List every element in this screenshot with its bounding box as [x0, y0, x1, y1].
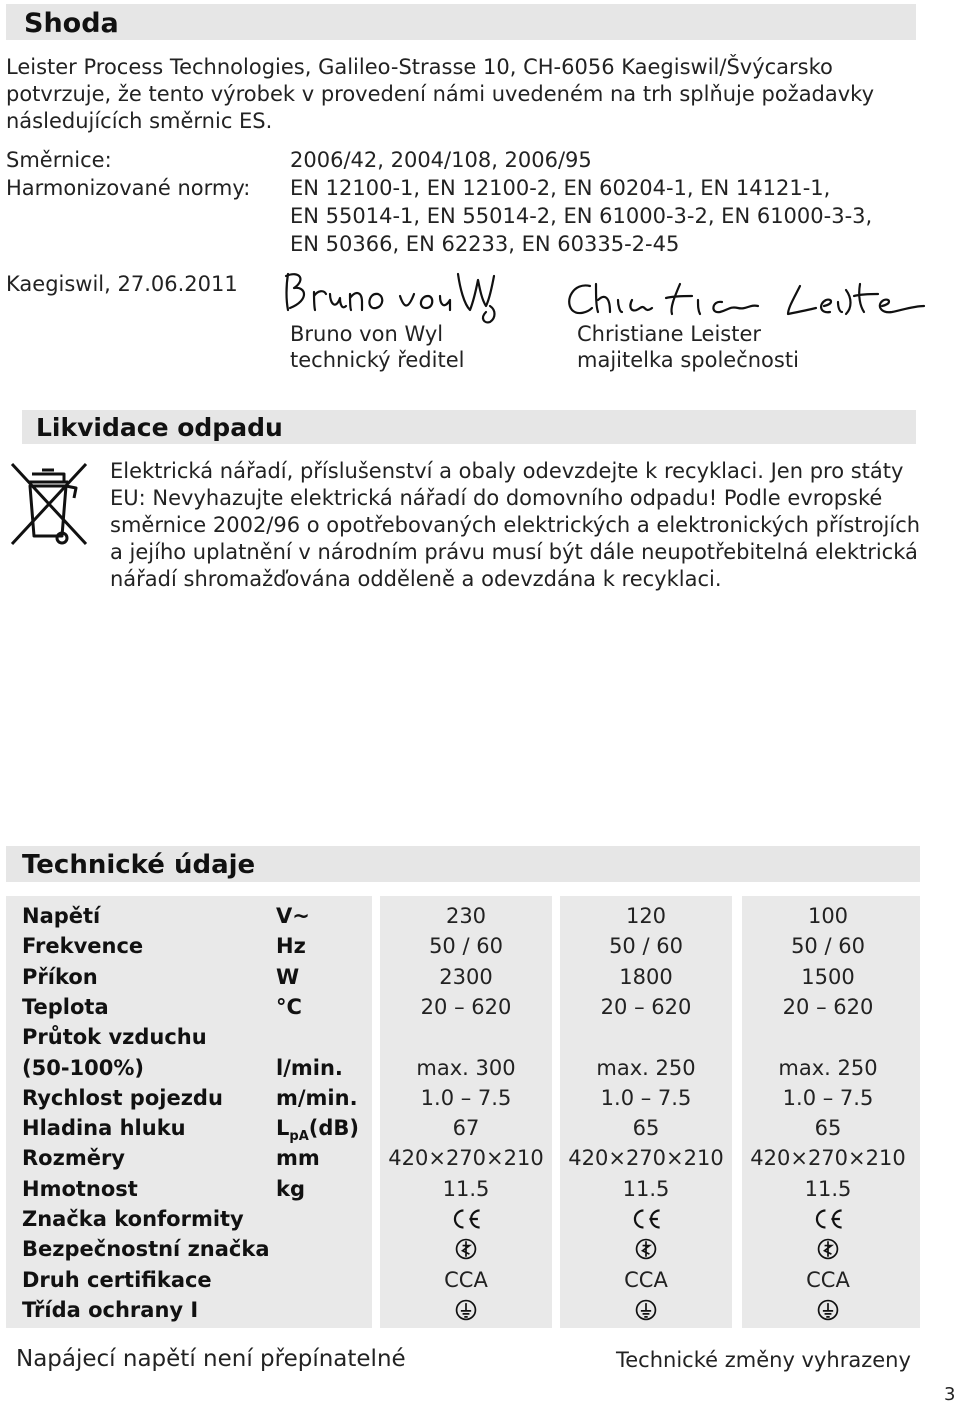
cell-value: 1500 [801, 965, 855, 989]
row-label: Druh certifikace [22, 1268, 212, 1292]
row-label: Hmotnost [22, 1177, 138, 1201]
norms-line-1: EN 12100-1, EN 12100-2, EN 60204-1, EN 14121-1, [290, 176, 831, 200]
cell-value: 1800 [619, 965, 673, 989]
row-unit: m/min. [276, 1086, 358, 1110]
row-label: Rozměry [22, 1146, 125, 1170]
cell-value: 120 [625, 904, 667, 928]
certification-value: CCA [444, 1268, 488, 1292]
cell-value: max. 250 [596, 1056, 696, 1080]
section-header-tech [6, 846, 920, 882]
unit-suffix: (dB) [308, 1116, 359, 1140]
cell-value: 65 [814, 1116, 842, 1140]
row-unit: °C [276, 995, 302, 1019]
norms-line-2: EN 55014-1, EN 55014-2, EN 61000-3-2, EN 61000-3-3, [290, 204, 873, 228]
norms-label: Harmonizované normy: [6, 176, 251, 200]
table-label-column [6, 896, 372, 1328]
cell-value: 50 / 60 [791, 934, 865, 958]
conformity-intro: Leister Process Technologies, Galileo-Strasse 10, CH-6056 Kaegiswil/Švýcarsko potvrzuje, že tento výrobek v provedení námi uvedeném na trh splňuje požadavky následujících směrnic ES. [6, 55, 875, 133]
cell-value: 420×270×210 [388, 1146, 544, 1170]
row-unit: mm [276, 1146, 320, 1170]
row-label: Třída ochrany I [22, 1298, 199, 1322]
cell-value: 11.5 [622, 1177, 670, 1201]
row-label: Frekvence [22, 934, 144, 958]
protective-earth-icon [380, 1298, 552, 1322]
section-header-shoda [6, 4, 916, 40]
cell-value: 65 [632, 1116, 660, 1140]
cell-value: 11.5 [804, 1177, 852, 1201]
disposal-text: Elektrická nářadí, příslušenství a obaly odevzdejte k recyklaci. Jen pro státy EU: Nevyhazujte elektrická nářadí do domovního odpadu! Podle evropské směrnice 2002/96 o opotřebovaných elektrických a elektronických přístrojích a jejího uplatnění v národním právu musí být dále neupotřebitelná elektrická nářadí shromažďována odděleně a odevzdána k recyklaci. [110, 459, 921, 591]
norms-line-3: EN 50366, EN 62233, EN 60335-2-45 [290, 232, 680, 256]
section-title-disposal: Likvidace odpadu [36, 413, 283, 442]
signature-bruno-von-wyl [280, 266, 500, 326]
place-date: Kaegiswil, 27.06.2011 [6, 272, 238, 296]
cell-value: 50 / 60 [609, 934, 683, 958]
signer-1-role: technický ředitel [290, 348, 465, 372]
cell-value: 1.0 – 7.5 [420, 1086, 512, 1110]
table-column-100v [742, 896, 920, 1328]
cell-value: 11.5 [442, 1177, 490, 1201]
safety-mark-icon [560, 1237, 732, 1261]
row-unit: W [276, 965, 300, 989]
unit-symbol: L [276, 1116, 290, 1140]
row-unit: Hz [276, 934, 306, 958]
cell-value: 1.0 – 7.5 [600, 1086, 692, 1110]
page-number: 3 [944, 1384, 956, 1405]
cell-value: 20 – 620 [420, 995, 512, 1019]
unit-subscript: pA [289, 1129, 309, 1145]
signer-1-name: Bruno von Wyl [290, 322, 444, 346]
cell-value: 100 [807, 904, 849, 928]
cell-value: max. 300 [416, 1056, 516, 1080]
directives-label: Směrnice: [6, 148, 112, 172]
footer-not-switchable: Napájecí napětí není přepínatelné [16, 1346, 406, 1372]
cell-value: 67 [452, 1116, 480, 1140]
section-title-tech: Technické údaje [22, 850, 256, 880]
cell-value: 2300 [439, 965, 493, 989]
cell-value: max. 250 [778, 1056, 878, 1080]
row-unit: V~ [276, 904, 310, 928]
signer-2-role: majitelka společnosti [577, 348, 799, 372]
ce-mark-icon [380, 1207, 552, 1231]
row-label: Rychlost pojezdu [22, 1086, 223, 1110]
signer-2-name: Christiane Leister [577, 322, 762, 346]
cell-value: 230 [445, 904, 487, 928]
directives-value: 2006/42, 2004/108, 2006/95 [290, 148, 592, 172]
cell-value: 420×270×210 [750, 1146, 906, 1170]
ce-mark-icon [560, 1207, 732, 1231]
section-title-shoda: Shoda [24, 8, 119, 39]
row-label: Bezpečnostní značka [22, 1237, 270, 1261]
row-label: (50-100%) [22, 1056, 145, 1080]
protective-earth-icon [742, 1298, 914, 1322]
crossed-out-wheelie-bin-icon [6, 458, 90, 550]
ce-mark-icon [742, 1207, 914, 1231]
row-label: Hladina hluku [22, 1116, 186, 1140]
cell-value: 1.0 – 7.5 [782, 1086, 874, 1110]
certification-value: CCA [624, 1268, 668, 1292]
row-unit: l/min. [276, 1056, 343, 1080]
section-header-disposal [22, 410, 916, 444]
row-label: Napětí [22, 904, 101, 928]
row-label: Příkon [22, 965, 98, 989]
signature-christiane-leister [562, 278, 932, 322]
row-unit: kg [276, 1177, 305, 1201]
cell-value: 20 – 620 [782, 995, 874, 1019]
table-column-230v [380, 896, 552, 1328]
row-label: Značka konformity [22, 1207, 244, 1231]
safety-mark-icon [742, 1237, 914, 1261]
cell-value: 20 – 620 [600, 995, 692, 1019]
row-label: Teplota [22, 995, 109, 1019]
safety-mark-icon [380, 1237, 552, 1261]
footer-technical-changes: Technické změny vyhrazeny [616, 1348, 911, 1372]
row-unit [276, 1116, 359, 1144]
certification-value: CCA [806, 1268, 850, 1292]
row-label: Průtok vzduchu [22, 1025, 207, 1049]
table-column-120v [560, 896, 732, 1328]
cell-value: 420×270×210 [568, 1146, 724, 1170]
protective-earth-icon [560, 1298, 732, 1322]
cell-value: 50 / 60 [429, 934, 503, 958]
